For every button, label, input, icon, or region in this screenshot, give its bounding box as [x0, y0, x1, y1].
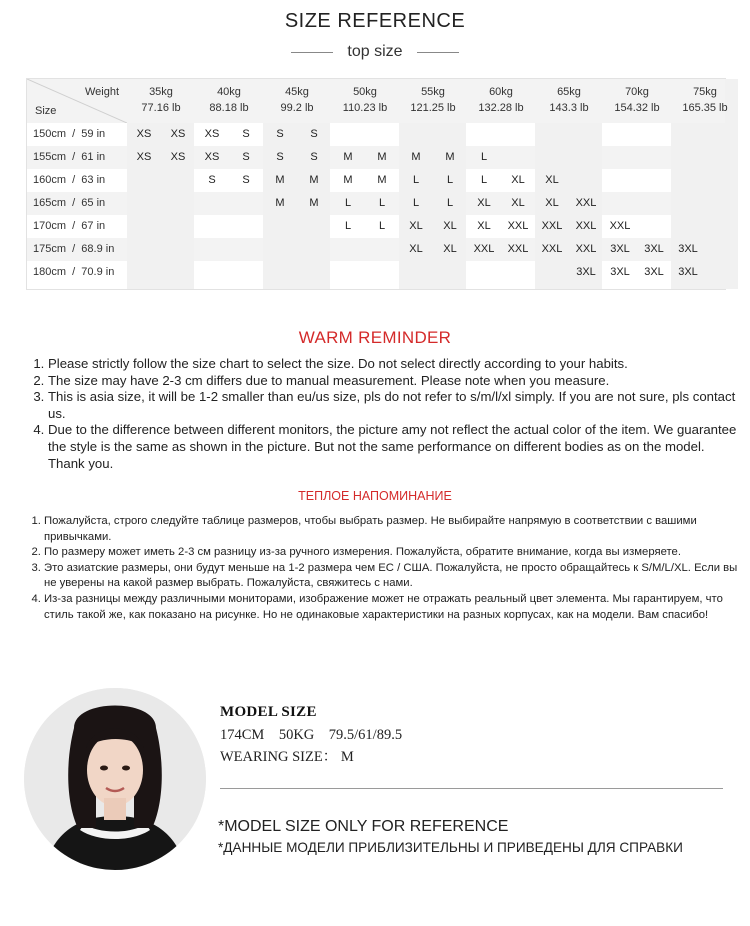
- size-cell: XXL: [507, 243, 529, 255]
- size-cell: 3XL: [576, 266, 596, 278]
- weight-column-header: [466, 84, 536, 116]
- weight-axis-label: Weight: [85, 86, 120, 98]
- size-cell: XL: [545, 174, 559, 186]
- height-row-label: 155cm / 61 in: [33, 151, 106, 163]
- reminder-item-ru: 2. По размеру может иметь 2-3 см разницу из-за ручного измерения. Пожалуйста, обратите внимание, когда вы измеряете.: [44, 545, 740, 561]
- model-wearing-size: WEARING SIZE： M: [220, 749, 354, 765]
- model-note-ru: *ДАННЫЕ МОДЕЛИ ПРИБЛИЗИТЕЛЬНЫ И ПРИВЕДЕНЫ ДЛЯ СПРАВКИ: [218, 840, 683, 855]
- size-chart-table: [26, 78, 726, 290]
- size-cell: XL: [443, 243, 457, 255]
- size-cell: XXL: [609, 220, 631, 232]
- size-cell: M: [411, 151, 421, 163]
- size-cell: XXL: [473, 243, 495, 255]
- size-cell: 3XL: [678, 266, 698, 278]
- size-cell: S: [242, 174, 250, 186]
- reminder-item: 4. Due to the difference between different monitors, the picture amy not reflect the actual color of the item. We guarantee the style is the same as shown in the picture. But not the same performance on different bodies as on the model. Thank you.: [48, 422, 738, 472]
- size-cell: L: [480, 174, 488, 186]
- warm-reminder-list: [32, 356, 738, 472]
- model-measurements: 174CM 50KG 79.5/61/89.5: [220, 727, 403, 743]
- size-cell: M: [343, 151, 353, 163]
- size-cell: 3XL: [610, 243, 630, 255]
- size-cell: XL: [409, 220, 423, 232]
- reminder-item: 3. This is asia size, it will be 1-2 smaller than eu/us size, pls do not refer to s/m/l/xl simply. If you are not sure, pls contact us.: [48, 389, 738, 422]
- weight-column-header: [534, 84, 604, 116]
- size-cell: L: [378, 220, 386, 232]
- size-cell: L: [344, 220, 352, 232]
- size-cell: M: [377, 151, 387, 163]
- weight-column-header: [262, 84, 332, 116]
- weight-column-header: [670, 84, 740, 116]
- height-row-label: 170cm / 67 in: [33, 220, 106, 232]
- weight-lb: 165.35 lb: [682, 102, 728, 114]
- height-row-label: 160cm / 63 in: [33, 174, 106, 186]
- warm-reminder-ru-title: ТЕПЛОЕ НАПОМИНАНИЕ: [298, 489, 452, 503]
- weight-kg: 65kg: [557, 86, 581, 98]
- weight-column-header: [398, 84, 468, 116]
- size-cell: XS: [136, 151, 152, 163]
- size-cell: XXL: [541, 243, 563, 255]
- warm-reminder-title: WARM REMINDER: [298, 328, 452, 347]
- weight-lb: 143.3 lb: [549, 102, 589, 114]
- size-cell: XS: [204, 128, 220, 140]
- reminder-item-ru: 1. Пожалуйста, строго следуйте таблице размеров, чтобы выбрать размер. Не выбирайте напрямую в соответствии с вашими привычками.: [44, 514, 740, 545]
- weight-kg: 40kg: [217, 86, 241, 98]
- size-cell: S: [208, 174, 216, 186]
- size-cell: XL: [545, 197, 559, 209]
- size-cell: XL: [409, 243, 423, 255]
- size-cell: 3XL: [610, 266, 630, 278]
- weight-kg: 35kg: [149, 86, 173, 98]
- height-row-label: 175cm / 68.9 in: [33, 243, 115, 255]
- size-cell: XL: [511, 174, 525, 186]
- size-cell: M: [343, 174, 353, 186]
- height-row-label: 180cm / 70.9 in: [33, 266, 115, 278]
- size-cell: XL: [477, 220, 491, 232]
- size-cell: XS: [170, 128, 186, 140]
- weight-lb: 110.23 lb: [342, 102, 388, 114]
- reminder-item-ru: 4. Из-за разницы между различными мониторами, изображение может не отражать реальный цвет элемента. Мы гарантируем, что стиль такой же, как показано на рисунке. Но не одинаковые характеристики на разных корпусах, как на модели. Вам спасибо!: [44, 592, 740, 623]
- size-cell: L: [378, 197, 386, 209]
- model-divider: [220, 788, 723, 789]
- size-cell: L: [446, 197, 454, 209]
- model-note-en: *MODEL SIZE ONLY FOR REFERENCE: [218, 818, 509, 835]
- size-cell: XXL: [507, 220, 529, 232]
- size-cell: S: [310, 128, 318, 140]
- size-cell: L: [412, 197, 420, 209]
- subtitle: top size: [347, 43, 403, 60]
- size-cell: 3XL: [644, 243, 664, 255]
- size-axis-label: Size: [35, 105, 57, 117]
- size-cell: XXL: [575, 243, 597, 255]
- size-cell: 3XL: [678, 243, 698, 255]
- weight-lb: 132.28 lb: [478, 102, 524, 114]
- weight-column-header: [602, 84, 672, 116]
- weight-lb: 88.18 lb: [209, 102, 249, 114]
- size-cell: L: [412, 174, 420, 186]
- size-cell: L: [480, 151, 488, 163]
- model-size-heading: MODEL SIZE: [220, 704, 317, 720]
- reminder-item: 1. Please strictly follow the size chart to select the size. Do not select directly according to your habits.: [48, 356, 738, 373]
- subtitle-right-rule: [417, 52, 459, 53]
- weight-lb: 154.32 lb: [614, 102, 660, 114]
- subtitle-row: [0, 42, 750, 62]
- size-cell: XS: [170, 151, 186, 163]
- warm-reminder-ru-list: [28, 514, 740, 623]
- weight-kg: 60kg: [489, 86, 513, 98]
- weight-kg: 55kg: [421, 86, 445, 98]
- weight-lb: 99.2 lb: [280, 102, 314, 114]
- weight-lb: 77.16 lb: [141, 102, 181, 114]
- size-cell: S: [242, 128, 250, 140]
- reminder-item: 2. The size may have 2-3 cm differs due to manual measurement. Please note when you measure.: [48, 373, 738, 390]
- reminder-item-ru: 3. Это азиатские размеры, они будут меньше на 1-2 размера чем ЕС / США. Пожалуйста, не просто обращайтесь к S/M/L/XL. Если вы не уверены на какой размер выбрать. Пожалуйста, свяжитесь с нами.: [44, 561, 740, 592]
- size-cell: M: [309, 174, 319, 186]
- model-photo: [24, 688, 206, 870]
- weight-kg: 70kg: [625, 86, 649, 98]
- weight-column-header: [330, 84, 400, 116]
- size-cell: M: [377, 174, 387, 186]
- size-cell: L: [446, 174, 454, 186]
- size-cell: XXL: [575, 220, 597, 232]
- size-cell: S: [242, 151, 250, 163]
- size-cell: 3XL: [644, 266, 664, 278]
- size-cell: M: [275, 197, 285, 209]
- size-cell: M: [309, 197, 319, 209]
- weight-column-header: [194, 84, 264, 116]
- size-cell: XL: [511, 197, 525, 209]
- size-cell: XXL: [575, 197, 597, 209]
- size-cell: S: [310, 151, 318, 163]
- height-row-label: 150cm / 59 in: [33, 128, 106, 140]
- size-cell: M: [445, 151, 455, 163]
- weight-column-header: [126, 84, 196, 116]
- size-cell: S: [276, 151, 284, 163]
- size-cell: XS: [204, 151, 220, 163]
- weight-kg: 45kg: [285, 86, 309, 98]
- height-row-label: 165cm / 65 in: [33, 197, 106, 209]
- weight-lb: 121.25 lb: [410, 102, 456, 114]
- size-cell: XS: [136, 128, 152, 140]
- size-cell: S: [276, 128, 284, 140]
- size-cell: L: [344, 197, 352, 209]
- size-cell: XXL: [541, 220, 563, 232]
- page-title: SIZE REFERENCE: [284, 10, 466, 32]
- size-cell: XL: [477, 197, 491, 209]
- weight-kg: 50kg: [353, 86, 377, 98]
- subtitle-left-rule: [291, 52, 333, 53]
- weight-kg: 75kg: [693, 86, 717, 98]
- size-cell: XL: [443, 220, 457, 232]
- size-cell: M: [275, 174, 285, 186]
